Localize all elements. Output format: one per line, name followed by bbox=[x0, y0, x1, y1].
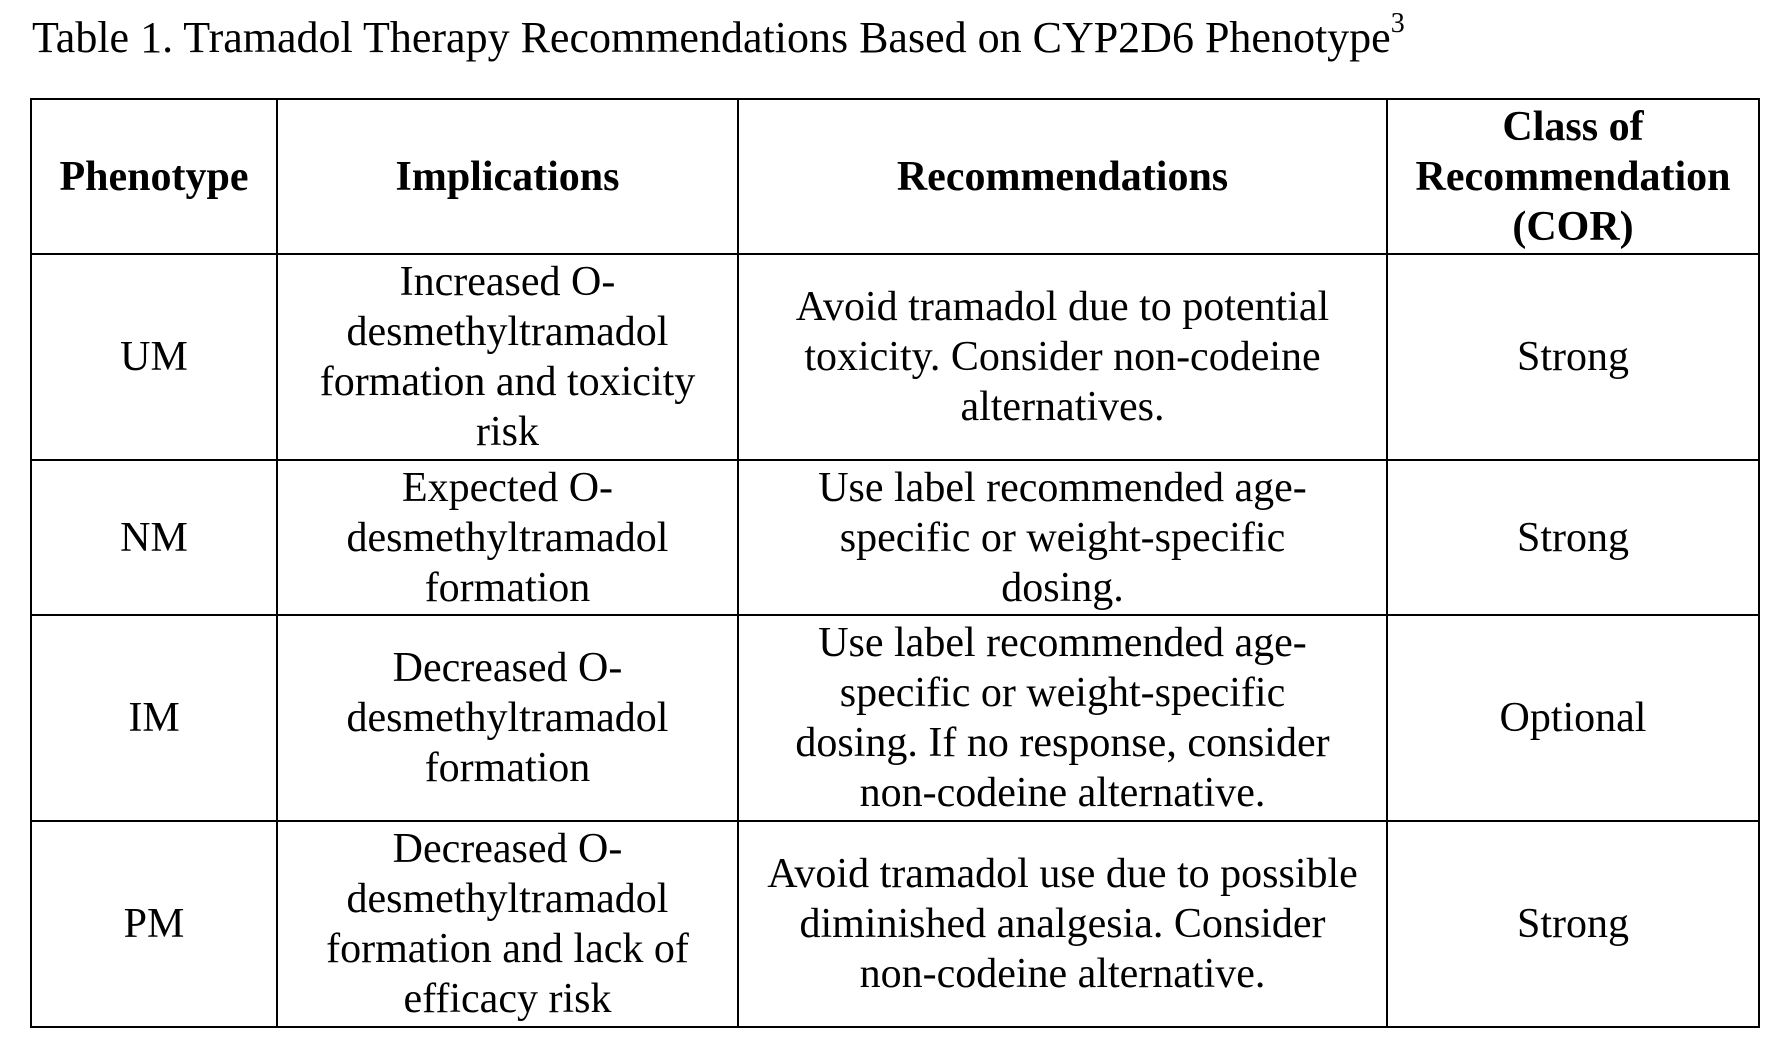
cell-implications: Decreased O-desmethyltramadol formation bbox=[277, 615, 738, 821]
cell-cor: Strong bbox=[1387, 821, 1759, 1027]
cell-implications: Expected O-desmethyltramadol formation bbox=[277, 460, 738, 615]
caption-reference-superscript: 3 bbox=[1390, 8, 1405, 40]
caption-text: Table 1. Tramadol Therapy Recommendations Based on CYP2D6 Phenotype bbox=[32, 13, 1391, 62]
cell-recommendations: Avoid tramadol due to potential toxicity. Consider non-codeine alternatives. bbox=[738, 254, 1387, 460]
cell-recommendations: Use label recommended age-specific or weight-specific dosing. bbox=[738, 460, 1387, 615]
cell-implications: Increased O-desmethyltramadol formation and toxicity risk bbox=[277, 254, 738, 460]
cell-phenotype: IM bbox=[31, 615, 277, 821]
header-recommendations: Recommendations bbox=[738, 99, 1387, 254]
table-row bbox=[31, 615, 1759, 821]
cell-phenotype: PM bbox=[31, 821, 277, 1027]
cell-cor: Strong bbox=[1387, 460, 1759, 615]
table-row bbox=[31, 821, 1759, 1027]
cell-recommendations: Avoid tramadol use due to possible diminished analgesia. Consider non-codeine alternative. bbox=[738, 821, 1387, 1027]
cell-recommendations: Use label recommended age-specific or weight-specific dosing. If no response, consider non-codeine alternative. bbox=[738, 615, 1387, 821]
table-header-row bbox=[31, 99, 1759, 254]
cell-phenotype: NM bbox=[31, 460, 277, 615]
header-implications: Implications bbox=[277, 99, 738, 254]
table-caption bbox=[32, 10, 1405, 66]
cell-cor: Optional bbox=[1387, 615, 1759, 821]
cell-cor: Strong bbox=[1387, 254, 1759, 460]
header-phenotype: Phenotype bbox=[31, 99, 277, 254]
cell-phenotype: UM bbox=[31, 254, 277, 460]
table-row bbox=[31, 254, 1759, 460]
cell-implications: Decreased O-desmethyltramadol formation and lack of efficacy risk bbox=[277, 821, 738, 1027]
phenotype-recommendations-table bbox=[30, 98, 1760, 1028]
header-class-of-recommendation: Class of Recommendation (COR) bbox=[1387, 99, 1759, 254]
table-row bbox=[31, 460, 1759, 615]
